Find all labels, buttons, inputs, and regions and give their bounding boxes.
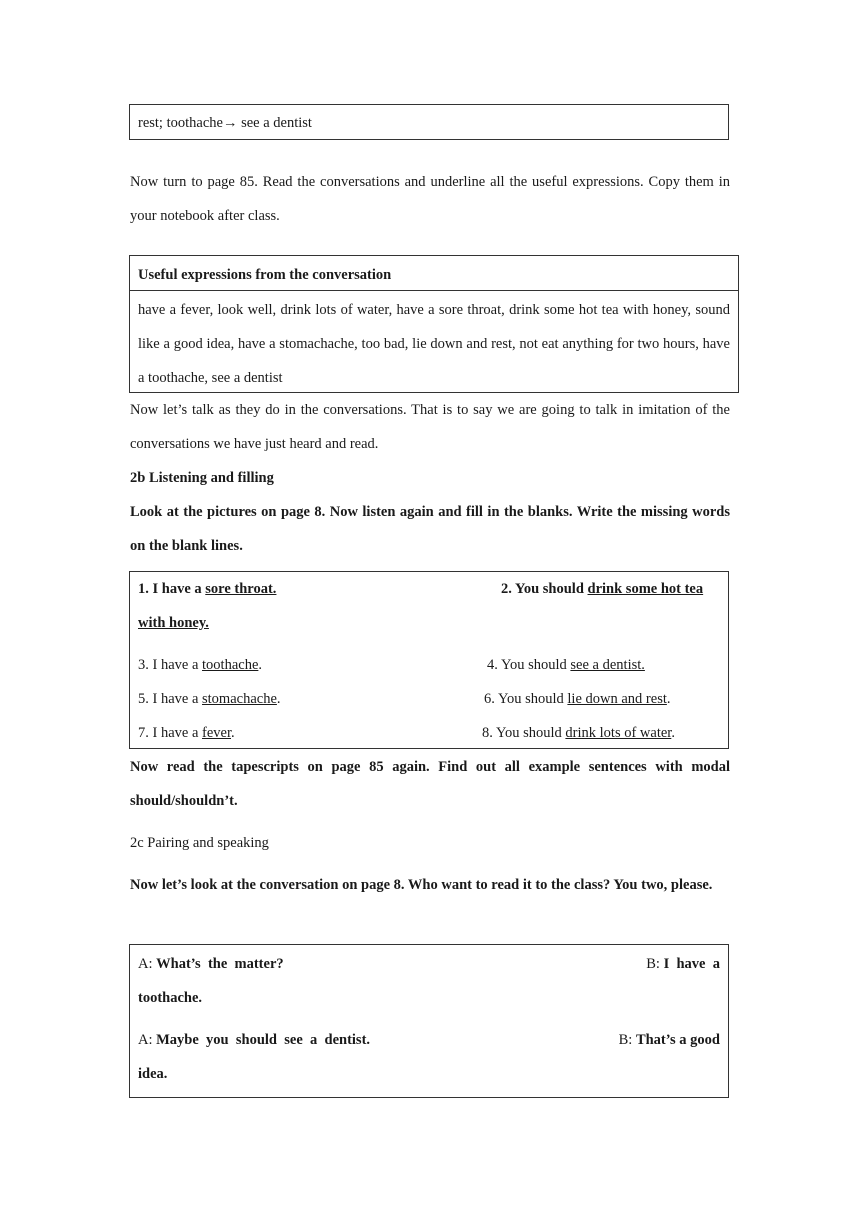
fill-item-2-continued: with honey. — [138, 615, 209, 631]
answer: see a dentist. — [570, 657, 645, 673]
answer: drink some hot tea — [587, 581, 704, 597]
expressions-body: have a fever, look well, drink lots of water, have a sore throat, drink some hot tea with honey, sound like a good idea, have a stomachache, too bad, lie down and rest, not eat anything for two hours, have a toothache, see a dentist — [138, 302, 730, 386]
dialog-line-b1: B: I have a — [646, 956, 720, 972]
instruction-paragraph-4: Now read the tapescripts on page 85 again. Find out all example sentences with modal should/shouldn’t. — [130, 759, 730, 809]
instruction-paragraph-5: Now let’s look at the conversation on page 8. Who want to read it to the class? You two, please. — [130, 877, 713, 893]
answer: fever — [202, 725, 231, 741]
expressions-box — [129, 255, 739, 393]
dialog-line-a2: A: Maybe you should see a dentist. — [138, 1032, 371, 1048]
fill-item-4: 4. You should see a dentist. — [487, 657, 645, 673]
dialog-line-b1-continued: toothache. — [138, 990, 203, 1006]
answer: drink lots of water — [565, 725, 672, 741]
fill-item-2: 2. You should drink some hot tea — [501, 581, 704, 597]
fill-item-6: 6. You should lie down and rest. — [484, 691, 671, 707]
answer: toothache — [202, 657, 259, 673]
dialog-line-b2-continued: idea. — [138, 1066, 168, 1082]
instruction-paragraph-2: Now let’s talk as they do in the conversations. That is to say we are going to talk in imitation of the conversations we have just heard and read. — [130, 402, 730, 452]
top-box — [129, 104, 729, 140]
fill-item-7: 7. I have a fever. — [138, 725, 235, 741]
instruction-paragraph-3: Look at the pictures on page 8. Now listen again and fill in the blanks. Write the missing words on the blank lines. — [130, 504, 730, 554]
expressions-divider — [130, 290, 738, 291]
top-box-text: rest; toothache→ see a dentist — [138, 115, 312, 131]
fill-item-5: 5. I have a stomachache. — [138, 691, 281, 707]
answer: sore throat. — [205, 581, 277, 597]
dialog-line-a1: A: What’s the matter? — [138, 956, 284, 972]
dialog-line-b2: B: That’s a good — [618, 1032, 720, 1048]
fill-in-box — [129, 571, 729, 749]
expressions-title: Useful expressions from the conversation — [138, 267, 392, 283]
fill-item-8: 8. You should drink lots of water. — [482, 725, 675, 741]
answer: lie down and rest — [567, 691, 667, 707]
dialog-box — [129, 944, 729, 1098]
fill-item-1: 1. I have a sore throat. — [138, 581, 277, 597]
arrow-icon: → — [222, 115, 238, 131]
answer: stomachache — [202, 691, 277, 707]
section-heading-2c: 2c Pairing and speaking — [130, 835, 269, 851]
section-heading-2b: 2b Listening and filling — [130, 470, 274, 486]
fill-item-3: 3. I have a toothache. — [138, 657, 263, 673]
instruction-paragraph-1: Now turn to page 85. Read the conversations and underline all the useful expressions. Copy them in your notebook after class. — [130, 174, 730, 224]
